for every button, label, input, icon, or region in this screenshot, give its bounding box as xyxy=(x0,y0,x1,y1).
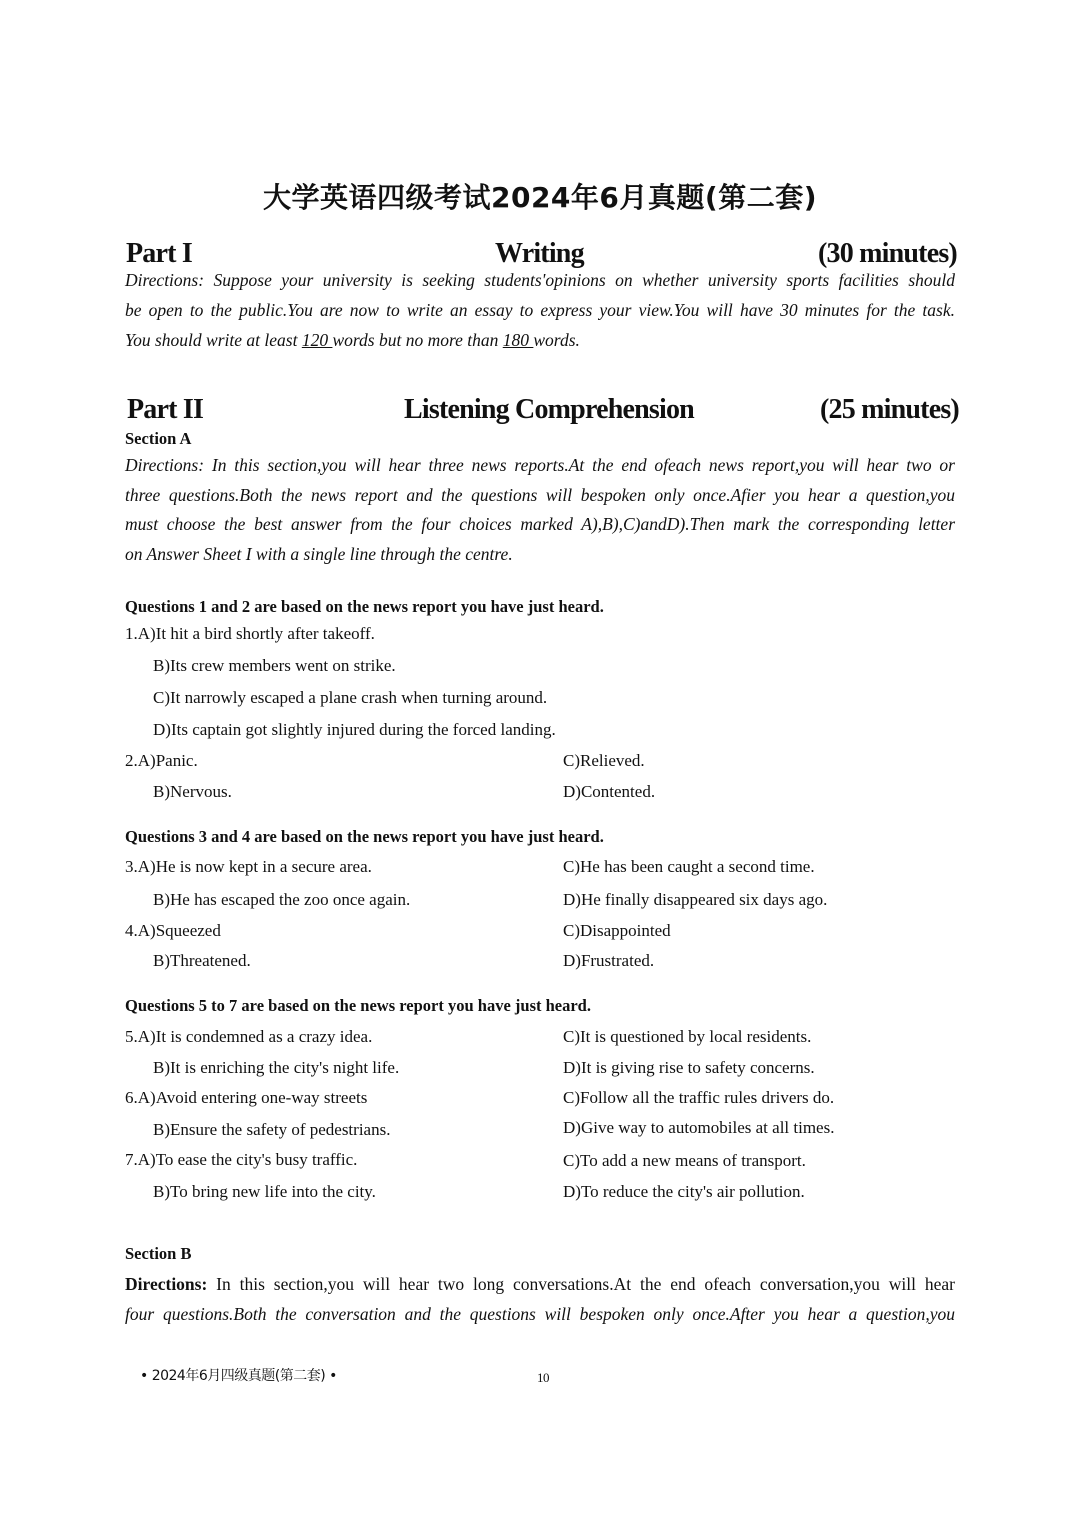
question-group-header: Questions 1 and 2 are based on the news report you have just heard. xyxy=(125,597,604,616)
directions-text: words but no more than xyxy=(332,330,503,350)
directions-text: words. xyxy=(533,330,580,350)
question-group-header: Questions 5 to 7 are based on the news report you have just heard. xyxy=(125,996,591,1015)
option-line: B)Ensure the safety of pedestrians. xyxy=(153,1120,391,1139)
option-line: D)Contented. xyxy=(563,782,656,801)
option-line: 5.A)It is condemned as a crazy idea. xyxy=(125,1027,373,1046)
option-line: D)He finally disappeared six days ago. xyxy=(563,890,828,909)
option-line: B)He has escaped the zoo once again. xyxy=(153,890,411,909)
option-line: D)Frustrated. xyxy=(563,951,655,970)
directions-line: four questions.Both the conversation and the questions will bespoken only once.After you hear a question,you xyxy=(125,1304,955,1324)
directions-line: three questions.Both the news report and the questions will bespoken only once.Afier you hear a question,you xyxy=(125,484,955,505)
part2-name: Listening Comprehension xyxy=(404,394,694,425)
page-number: 10 xyxy=(537,1370,549,1385)
directions-line xyxy=(125,1269,955,1299)
directions-line xyxy=(125,325,955,355)
option-line: 6.A)Avoid entering one-way streets xyxy=(125,1088,368,1107)
running-footer: • 2024年6月四级真题(第二套) • xyxy=(140,1368,337,1384)
option-line: D)To reduce the city's air pollution. xyxy=(563,1182,805,1201)
part2-time: (25 minutes) xyxy=(820,394,959,425)
option-line: 7.A)To ease the city's busy traffic. xyxy=(125,1150,358,1169)
option-line: D)It is giving rise to safety concerns. xyxy=(563,1058,815,1077)
part1-label: Part I xyxy=(126,238,192,269)
max-words: 180 xyxy=(502,330,534,350)
section-b-label: Section B xyxy=(125,1244,192,1263)
option-line: 1.A)It hit a bird shortly after takeoff. xyxy=(125,624,375,643)
option-line: B)To bring new life into the city. xyxy=(153,1182,376,1201)
option-line: 2.A)Panic. xyxy=(125,751,198,770)
option-line: C)It is questioned by local residents. xyxy=(563,1027,812,1046)
part1-time: (30 minutes) xyxy=(818,238,957,269)
option-line: B)Threatened. xyxy=(153,951,251,970)
part1-directions xyxy=(125,265,955,355)
option-line: C)Follow all the traffic rules drivers do. xyxy=(563,1088,835,1107)
page-title: 大学英语四级考试2024年6月真题(第二套) xyxy=(262,181,817,214)
option-line: C)He has been caught a second time. xyxy=(563,857,815,876)
section-a-directions xyxy=(125,451,955,569)
question-group-header: Questions 3 and 4 are based on the news report you have just heard. xyxy=(125,827,604,846)
option-line: B)Nervous. xyxy=(153,782,232,801)
part1-name: Writing xyxy=(495,238,584,269)
directions-line: Directions: Suppose your university is seeking students'opinions on whether university sports facilities should xyxy=(125,270,955,290)
directions-line: be open to the public.You are now to write an essay to express your view.You will have 30 minutes for the task. xyxy=(125,300,955,320)
directions-text: You should write at least xyxy=(125,330,302,350)
directions-label: Directions: xyxy=(125,1274,208,1294)
part2-label: Part II xyxy=(127,394,204,425)
option-line: D)Give way to automobiles at all times. xyxy=(563,1118,835,1137)
directions-text: In this section,you will hear two long conversations.At the end ofeach conversation,you will hear xyxy=(207,1274,955,1294)
option-line: C)It narrowly escaped a plane crash when turning around. xyxy=(153,688,548,707)
section-a-label: Section A xyxy=(125,429,192,448)
min-words: 120 xyxy=(301,330,333,350)
option-line: B)Its crew members went on strike. xyxy=(153,656,396,675)
section-b-directions xyxy=(125,1269,955,1329)
directions-line: on Answer Sheet I with a single line through the centre. xyxy=(125,543,513,564)
option-line: 4.A)Squeezed xyxy=(125,921,221,940)
option-line: 3.A)He is now kept in a secure area. xyxy=(125,857,372,876)
option-line: C)Disappointed xyxy=(563,921,671,940)
option-line: C)To add a new means of transport. xyxy=(563,1151,806,1170)
option-line: B)It is enriching the city's night life. xyxy=(153,1058,400,1077)
option-line: D)Its captain got slightly injured during the forced landing. xyxy=(153,720,556,739)
directions-line: must choose the best answer from the four choices marked A),B),C)andD).Then mark the corresponding letter xyxy=(125,514,955,534)
directions-line: Directions: In this section,you will hear three news reports.At the end ofeach news report,you will hear two or xyxy=(125,455,955,475)
option-line: C)Relieved. xyxy=(563,751,645,770)
